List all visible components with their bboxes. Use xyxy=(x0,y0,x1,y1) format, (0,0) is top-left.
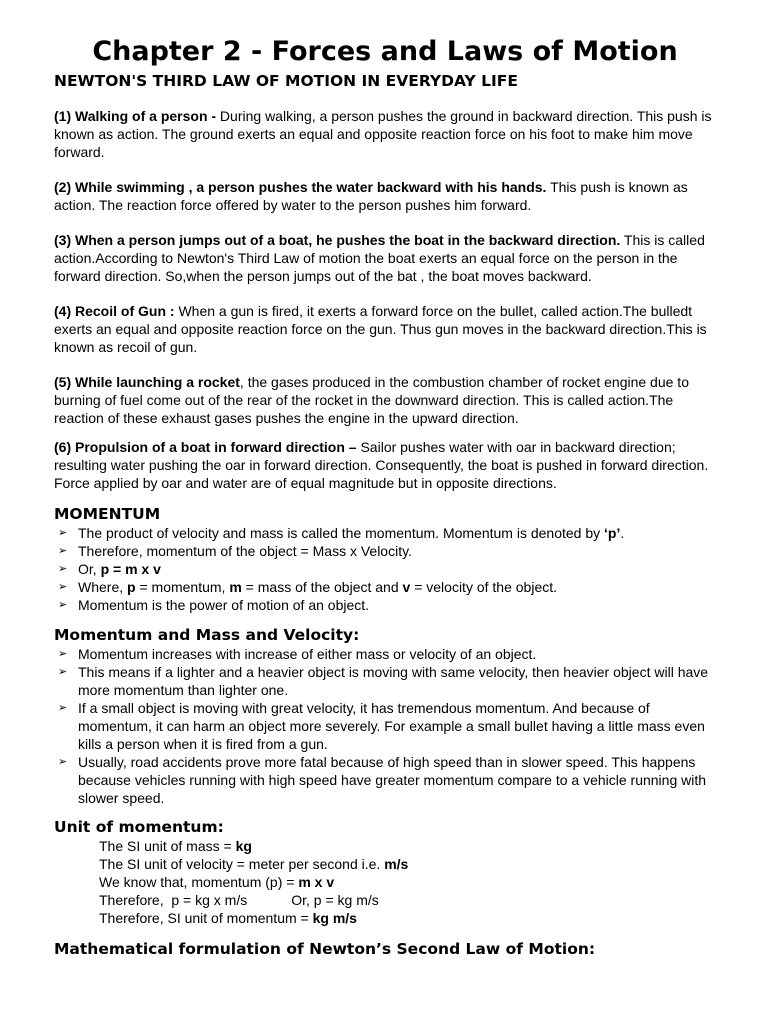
list-item: ➢ Momentum increases with increase of either mass or velocity of an object. xyxy=(58,646,537,662)
unit-line-momentum: We know that, momentum (p) = m x v xyxy=(99,874,335,890)
example-text: During walking, a person pushes the ground in backward direction. This push is known as action. The ground exerts an equal and opposite reaction force on his foot to make him move forward. xyxy=(54,108,712,160)
example-text: , the gases produced in the combustion chamber of rocket engine due to burning of fuel come out of the rear of the rocket in the downward direction. This is called action.The reaction of these exhaust gases pushes the engine in the upward direction. xyxy=(54,374,689,426)
unit-line-velocity: The SI unit of velocity = meter per second i.e. m/s xyxy=(99,856,409,872)
example-text: When a gun is fired, it exerts a forward force on the bullet, called action.The bulledt exerts an equal and opposite reaction force on the gun. Thus gun moves in the backward direction.This is known as recoil of gun. xyxy=(54,303,707,355)
example-boat-propulsion xyxy=(54,438,716,492)
example-text: This push is known as action. The reaction force offered by water to the person pushes him forward. xyxy=(54,179,688,213)
example-gun-recoil xyxy=(54,302,716,356)
unit-line-si: Therefore, SI unit of momentum = kg m/s xyxy=(99,910,357,926)
list-item: ➢ Momentum is the power of motion of an object. xyxy=(58,597,370,613)
arrow-bullet-icon: ➢ xyxy=(58,563,68,575)
section-subtitle: NEWTON'S THIRD LAW OF MOTION IN EVERYDAY LIFE xyxy=(54,72,518,90)
arrow-bullet-icon: ➢ xyxy=(58,648,68,660)
example-lead: (2) While swimming , a person pushes the water backward with his hands. xyxy=(54,179,547,195)
arrow-bullet-icon: ➢ xyxy=(58,666,68,678)
example-text: This is called action.According to Newton's Third Law of motion the boat exerts an equal force on the person in the forward direction. So,when the person jumps out of the bat , the boat moves backward. xyxy=(54,232,705,284)
unit-heading: Unit of momentum: xyxy=(54,818,224,836)
arrow-bullet-icon: ➢ xyxy=(58,599,68,611)
example-lead: (3) When a person jumps out of a boat, he pushes the boat in the backward direction. xyxy=(54,232,621,248)
second-law-heading: Mathematical formulation of Newton’s Second Law of Motion: xyxy=(54,940,596,958)
example-lead: (6) Propulsion of a boat in forward direction – xyxy=(54,439,357,455)
mass-velocity-heading: Momentum and Mass and Velocity: xyxy=(54,626,360,644)
arrow-bullet-icon: ➢ xyxy=(58,527,68,539)
example-lead: (4) Recoil of Gun : xyxy=(54,303,175,319)
unit-line-mass: The SI unit of mass = kg xyxy=(99,838,252,854)
arrow-bullet-icon: ➢ xyxy=(58,702,68,714)
unit-line-derivation: Therefore, p = kg x m/s Or, p = kg m/s xyxy=(99,892,379,908)
list-item: ➢ The product of velocity and mass is called the momentum. Momentum is denoted by ‘p’. xyxy=(58,525,625,541)
example-swimming xyxy=(54,178,716,214)
example-walking xyxy=(54,107,716,161)
example-rocket xyxy=(54,373,716,427)
momentum-list xyxy=(54,524,716,614)
momentum-heading: MOMENTUM xyxy=(54,505,161,523)
list-item: ➢ If a small object is moving with great velocity, it has tremendous momentum. And because of momentum, it can harm an object more severely. For example a small bullet having a little mass even kills a person when it is fired from a gun. xyxy=(58,700,705,752)
arrow-bullet-icon: ➢ xyxy=(58,545,68,557)
list-item: ➢ This means if a lighter and a heavier object is moving with same velocity, then heavier object will have more momentum than lighter one. xyxy=(58,664,709,698)
momentum-formula: p = m x v xyxy=(100,561,161,577)
chapter-title: Chapter 2 - Forces and Laws of Motion xyxy=(92,36,678,67)
list-item: ➢ Usually, road accidents prove more fatal because of high speed than in slower speed. This happens because vehicles running with high speed have greater momentum compare to a vehicle running with slower speed. xyxy=(58,754,707,806)
example-boat-jump xyxy=(54,231,716,285)
arrow-bullet-icon: ➢ xyxy=(58,581,68,593)
example-text: Sailor pushes water with oar in backward direction; resulting water pushing the oar in forward direction. Consequently, the boat is pushed in forward direction. Force applied by oar and water are of equal magnitude but in opposite directions. xyxy=(54,439,709,491)
example-lead: (1) Walking of a person - xyxy=(54,108,217,124)
list-item: ➢ Therefore, momentum of the object = Mass x Velocity. xyxy=(58,543,412,559)
list-item: ➢ Where, p = momentum, m = mass of the object and v = velocity of the object. xyxy=(58,579,558,595)
mass-velocity-list xyxy=(54,645,716,807)
arrow-bullet-icon: ➢ xyxy=(58,756,68,768)
unit-lines xyxy=(99,837,716,927)
list-item: ➢ Or, p = m x v xyxy=(58,561,161,577)
example-lead: (5) While launching a rocket xyxy=(54,374,240,390)
